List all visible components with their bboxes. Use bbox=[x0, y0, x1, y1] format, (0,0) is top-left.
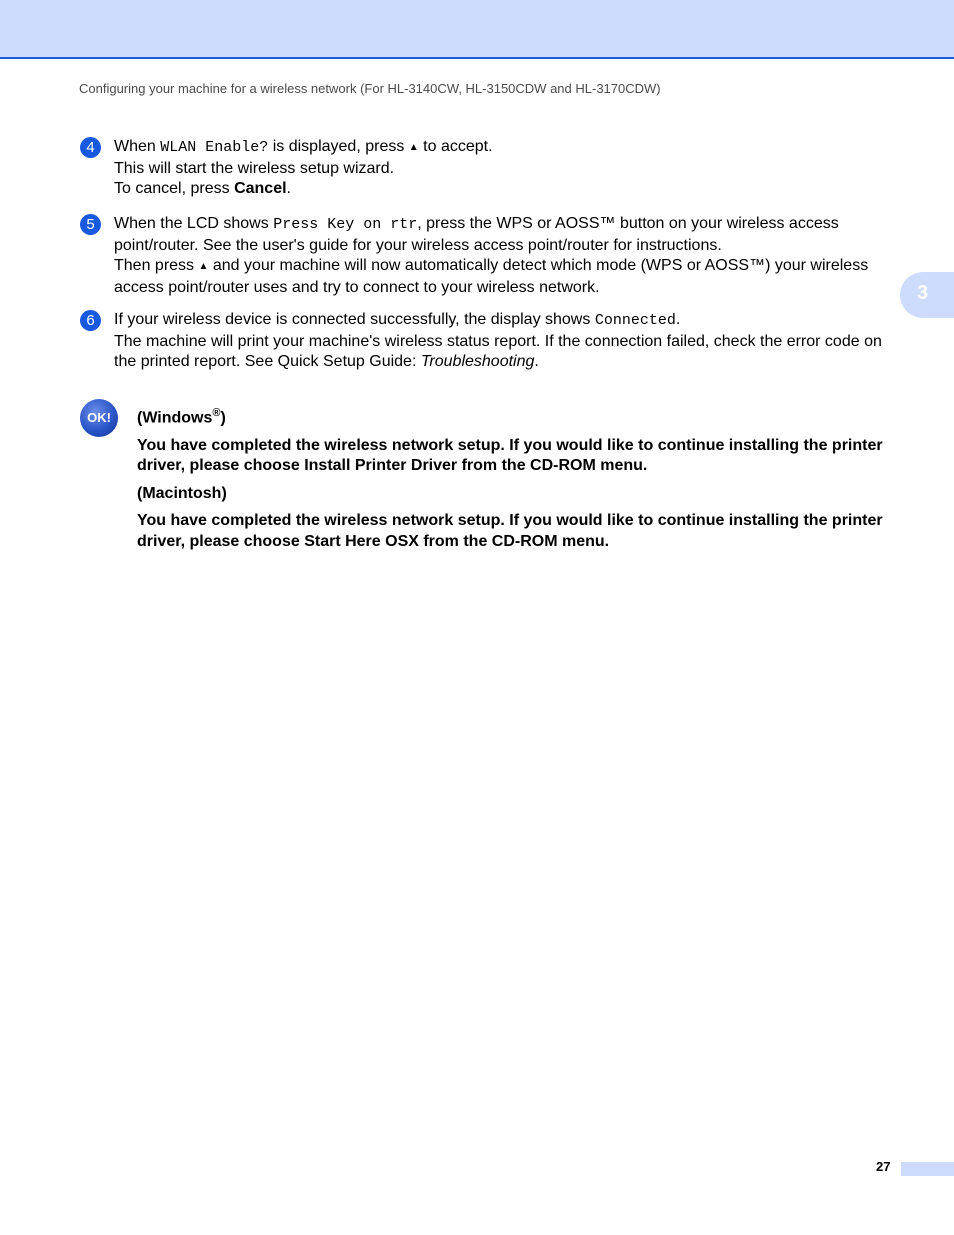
step-number-badge: 6 bbox=[80, 310, 101, 331]
step-4 bbox=[80, 137, 895, 200]
step-line: To cancel, press Cancel. bbox=[114, 180, 291, 197]
running-header: Configuring your machine for a wireless network (For HL-3140CW, HL-3150CDW and HL-3170CDW) bbox=[79, 81, 661, 96]
lcd-message: Press Key on rtr bbox=[273, 216, 418, 233]
page-number-bar bbox=[901, 1162, 954, 1176]
windows-text: You have completed the wireless network setup. If you would like to continue installing the printer driver, please choose Install Printer Driver from the CD-ROM menu. bbox=[137, 436, 883, 475]
step-line: Then press ▲ and your machine will now automatically detect which mode (WPS or AOSS™) your wireless access point/router uses and try to connect to your wireless network. bbox=[114, 257, 869, 296]
step-line: The machine will print your machine's wireless status report. If the connection failed, check the error code on the printed report. See Quick Setup Guide: Troubleshooting. bbox=[114, 332, 882, 370]
chapter-number: 3 bbox=[917, 282, 929, 304]
up-arrow-icon: ▲ bbox=[408, 142, 419, 153]
step-body bbox=[114, 214, 895, 298]
step-6 bbox=[80, 310, 895, 373]
windows-heading: (Windows®) bbox=[137, 407, 226, 427]
step-line: When the LCD shows Press Key on rtr, press the WPS or AOSS™ button on your wireless access point/router. See the user's guide for your wireless access point/router for instructions. bbox=[114, 215, 839, 254]
chapter-tab bbox=[900, 272, 954, 318]
reference-title: Troubleshooting bbox=[420, 353, 535, 370]
step-number-badge: 4 bbox=[80, 137, 101, 158]
step-5 bbox=[80, 214, 895, 298]
lcd-message: WLAN Enable? bbox=[160, 139, 269, 156]
button-name: Cancel bbox=[234, 180, 287, 197]
ok-icon: OK! bbox=[80, 399, 118, 437]
header-band bbox=[0, 0, 954, 59]
step-number-badge: 5 bbox=[80, 214, 101, 235]
mac-heading: (Macintosh) bbox=[137, 484, 227, 502]
up-arrow-icon: ▲ bbox=[198, 261, 209, 272]
mac-text: You have completed the wireless network setup. If you would like to continue installing the printer driver, please choose Start Here OSX from the CD-ROM menu. bbox=[137, 512, 883, 550]
lcd-message: Connected bbox=[594, 312, 676, 329]
step-line: This will start the wireless setup wizard. bbox=[114, 159, 395, 177]
step-body bbox=[114, 137, 895, 200]
step-line: When WLAN Enable? is displayed, press ▲ to accept. bbox=[114, 138, 493, 156]
step-body bbox=[114, 310, 895, 373]
step-line: If your wireless device is connected successfully, the display shows Connected. bbox=[114, 311, 681, 329]
ok-note bbox=[137, 403, 887, 559]
page-number: 27 bbox=[876, 1159, 891, 1174]
